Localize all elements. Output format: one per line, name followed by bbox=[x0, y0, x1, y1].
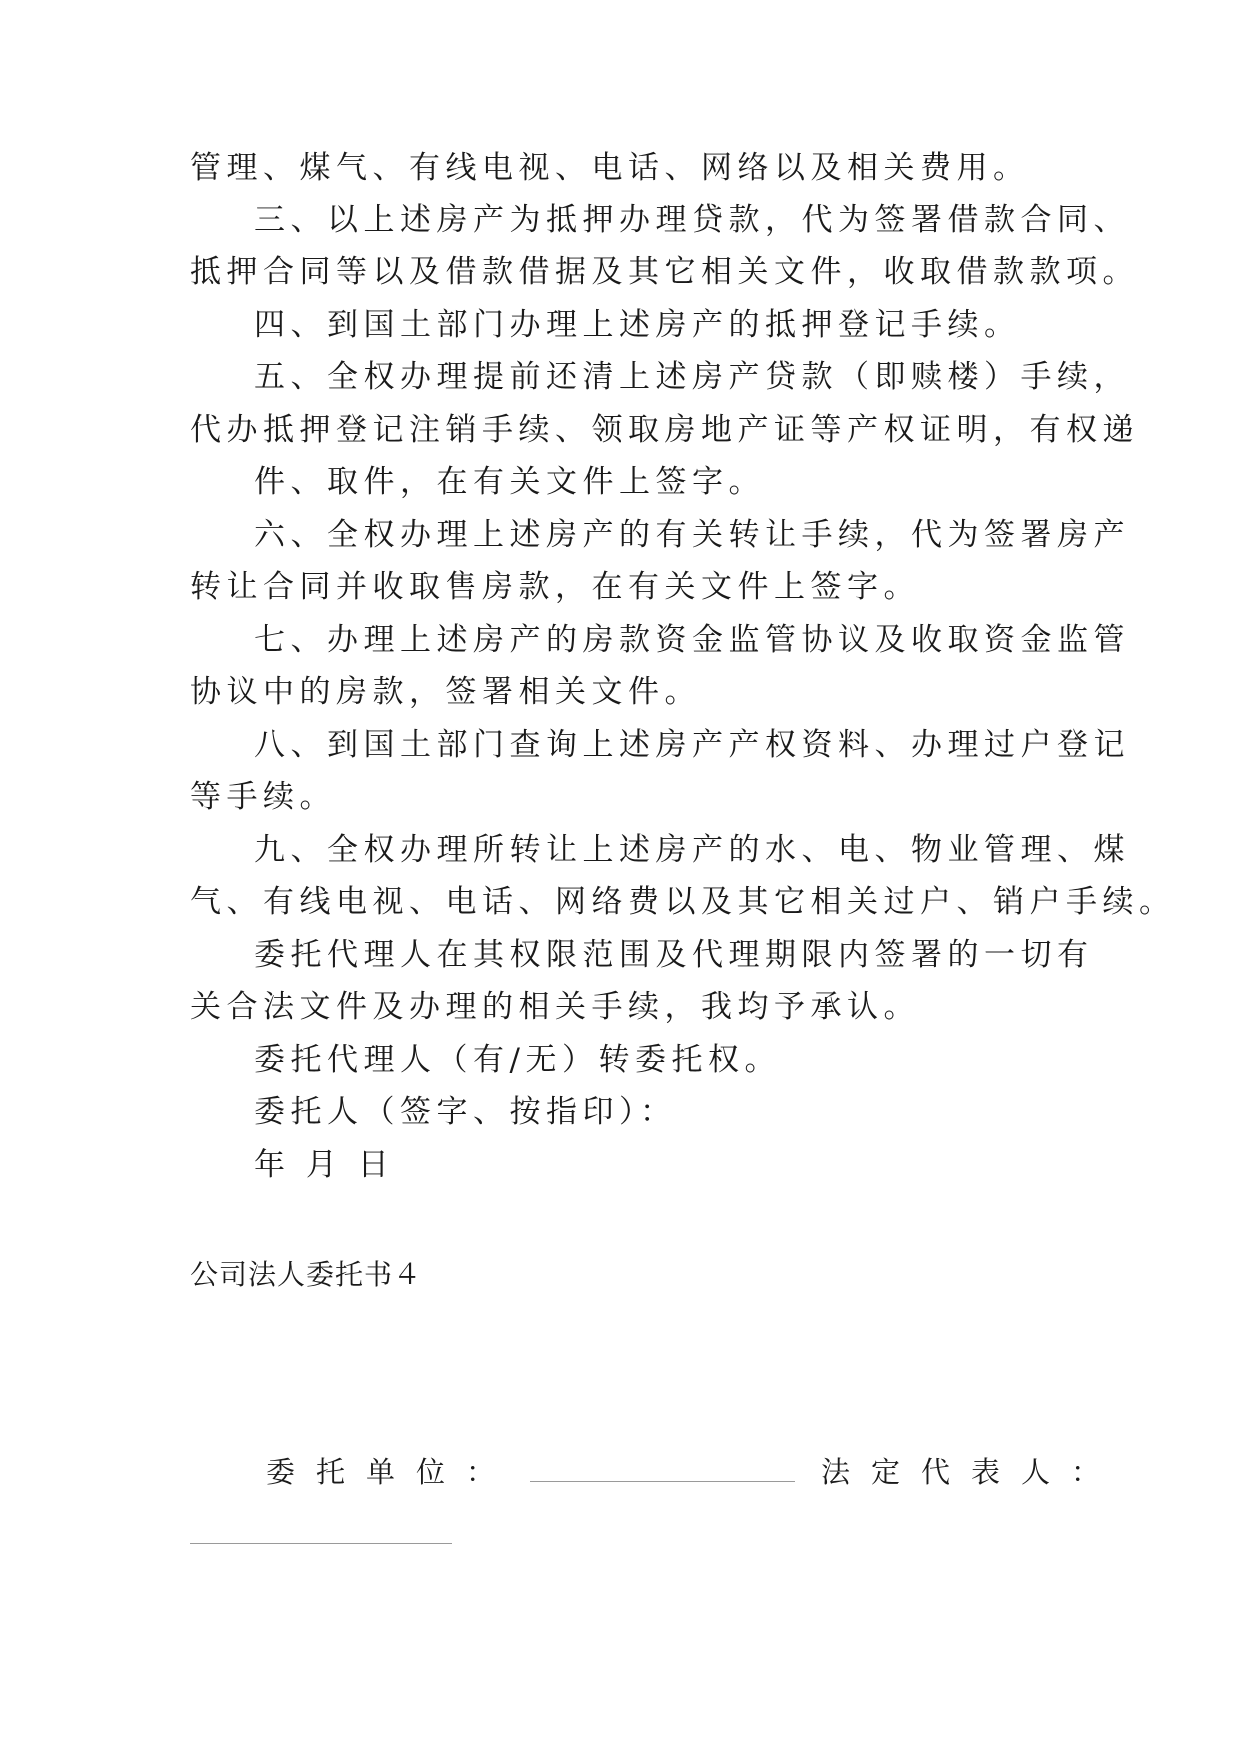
paragraph-line: 六、全权办理上述房产的有关转让手续，代为签署房产 bbox=[254, 517, 1130, 553]
paragraph-line: 九、全权办理所转让上述房产的水、电、物业管理、煤 bbox=[254, 832, 1130, 868]
paragraph-line: 委托代理人在其权限范围及代理期限内签署的一切有 bbox=[254, 937, 1094, 973]
paragraph-line: 委托代理人（有/无）转委托权。 bbox=[254, 1042, 781, 1078]
paragraph-line: 五、全权办理提前还清上述房产贷款（即赎楼）手续， bbox=[254, 359, 1130, 395]
entrusting-unit-blank bbox=[530, 1481, 795, 1482]
paragraph-line: 转让合同并收取售房款，在有关文件上签字。 bbox=[190, 569, 920, 605]
paragraph-line: 八、到国土部门查询上述房产产权资料、办理过户登记 bbox=[254, 727, 1130, 763]
paragraph-line: 三、以上述房产为抵押办理贷款，代为签署借款合同、 bbox=[254, 202, 1130, 238]
legal-representative-label: 法定代表人： bbox=[821, 1455, 1122, 1489]
paragraph-line: 代办抵押登记注销手续、领取房地产证等产权证明，有权递 bbox=[190, 412, 1139, 448]
paragraph-line: 等手续。 bbox=[190, 779, 336, 815]
paragraph-line: 管理、煤气、有线电视、电话、网络以及相关费用。 bbox=[190, 150, 1030, 186]
entrust-form-row bbox=[190, 1447, 1122, 1497]
signature-line: 委托人（签字、按指印）： bbox=[254, 1094, 677, 1130]
paragraph-line: 关合法文件及办理的相关手续，我均予承认。 bbox=[190, 989, 920, 1025]
paragraph-line: 抵押合同等以及借款借据及其它相关文件，收取借款款项。 bbox=[190, 254, 1139, 290]
date-line: 年 月 日 bbox=[254, 1147, 395, 1183]
paragraph-line: 协议中的房款，签署相关文件。 bbox=[190, 674, 701, 710]
entrusting-unit-label: 委托单位： bbox=[266, 1455, 517, 1489]
paragraph-line: 件、取件，在有关文件上签字。 bbox=[254, 464, 765, 500]
section-title: 公司法人委托书４ bbox=[190, 1258, 423, 1291]
paragraph-line: 四、到国土部门办理上述房产的抵押登记手续。 bbox=[254, 307, 1021, 343]
legal-representative-blank bbox=[190, 1543, 452, 1544]
paragraph-line: 七、办理上述房产的房款资金监管协议及收取资金监管 bbox=[254, 622, 1130, 658]
paragraph-line: 气、有线电视、电话、网络费以及其它相关过户、销户手续。 bbox=[190, 884, 1176, 920]
